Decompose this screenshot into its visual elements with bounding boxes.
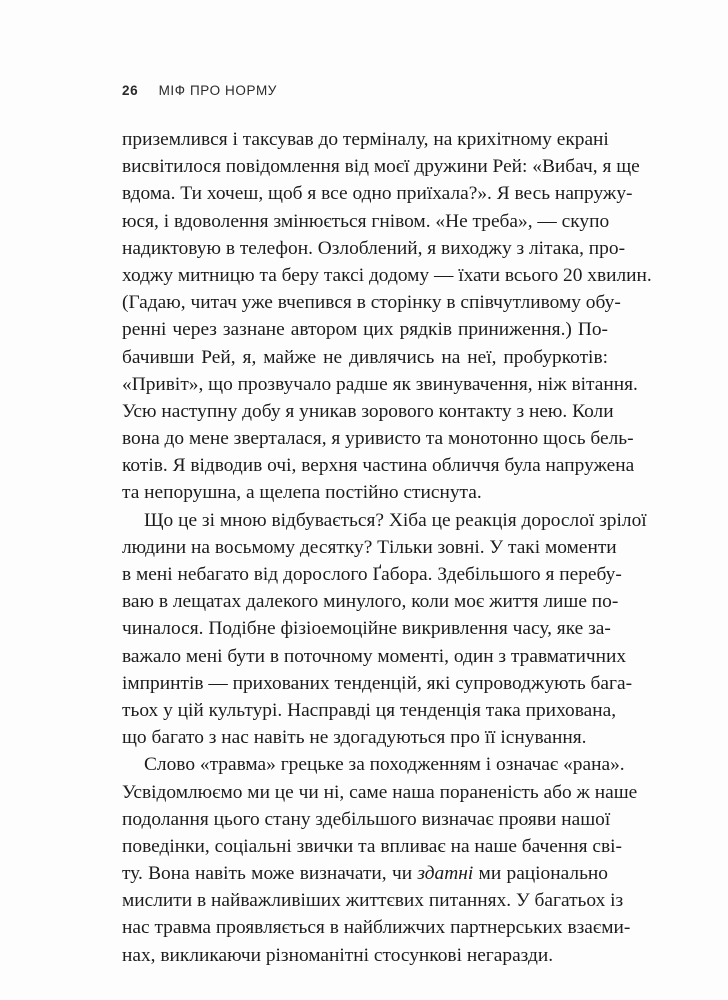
paragraph-3 [122,751,638,969]
text-line: важало мені бути в поточному моменті, один з травматичних [122,645,627,667]
text-line: Слово «травма» грецьке за походженням і означає «рана». [144,754,625,776]
text-line: приземлився і таксував до терміналу, на крихітному екрані [122,129,609,150]
text-line: вдома. Ти хочеш, щоб я все одно приїхала?». Я весь напружу- [122,183,633,205]
text-line: ходжу митницю та беру таксі додому — їхати всього 20 хвилин. [122,264,652,286]
paragraph-1 [122,126,652,507]
text-line: людини на восьмому десятку? Тільки зовні. У такі моменти [122,536,617,558]
text-line-with-emphasis [122,860,608,887]
running-header [122,83,277,98]
text-line: (Гадаю, читач уже вчепився в сторінку в співчутливому обу- [122,292,621,314]
text-line: котів. Я відводив очі, верхня частина обличчя була напружена [122,455,635,477]
text-line: нах, викликаючи різноманітні стосункові негаразди. [122,944,554,966]
text-line: «Привіт», що прозвучало радше як звинувачення, ніж вітання. [122,373,638,395]
text-line: Що це зі мною відбувається? Хіба це реакція дорослої зрілої [144,509,647,531]
text-fragment: ми раціонально [478,863,609,885]
text-line: чиналося. Подібне фізіоемоційне викривлення часу, яке за- [122,618,611,640]
text-line: та непорушна, а щелепа постійно стиснута. [122,482,482,504]
text-line: нас травма проявляється в найближчих партнерських взаєми- [122,917,631,939]
text-line: в мені небагато від дорослого Ґабора. Здебільшого я перебу- [122,564,622,585]
text-line: Усвідомлюємо ми це чи ні, саме наша пораненість або ж наше [122,781,638,803]
text-line: юся, і вдоволення змінюється гнівом. «Не треба», — скупо [122,210,610,232]
text-line: мислити в найважливіших життєвих питаннях. У багатьох із [122,890,624,912]
paragraph-2 [122,507,647,752]
text-line: бачивши Рей, я, майже не дивлячись на неї, пробуркотів: [122,346,608,368]
body-text [122,126,652,969]
running-book-title: МІФ ПРО НОРМУ [158,83,277,98]
text-line: надиктовую в телефон. Озлоблений, я виходжу з літака, про- [122,237,626,259]
italic-emphasis: здатні [417,863,474,885]
text-line: що багато з нас навіть не здогадуються про її існування. [122,727,587,749]
text-line: Усю наступну добу я уникав зорового контакту з нею. Коли [122,400,614,422]
text-line: вона до мене зверталася, я уривисто та монотонно щось бель- [122,428,634,450]
text-fragment: ту. Вона навіть може визначати, чи [122,863,413,885]
text-line: поведінки, соціальні звички та впливає на наше бачення сві- [122,835,622,857]
text-line: ренні через зазнане автором цих рядків приниження.) По- [122,319,608,341]
text-line: ваю в лещатах далекого минулого, коли моє життя лише по- [122,591,619,613]
text-line: висвітилося повідомлення від моєї дружини Рей: «Вибач, я ще [122,156,640,178]
page-number: 26 [122,83,139,98]
text-line: імпринтів — прихованих тенденцій, які супроводжують бага- [122,672,633,694]
text-line: подолання цього стану здебільшого визначає прояви нашої [122,808,611,830]
text-line: тьох у цій культурі. Насправді ця тенденція така прихована, [122,699,617,721]
